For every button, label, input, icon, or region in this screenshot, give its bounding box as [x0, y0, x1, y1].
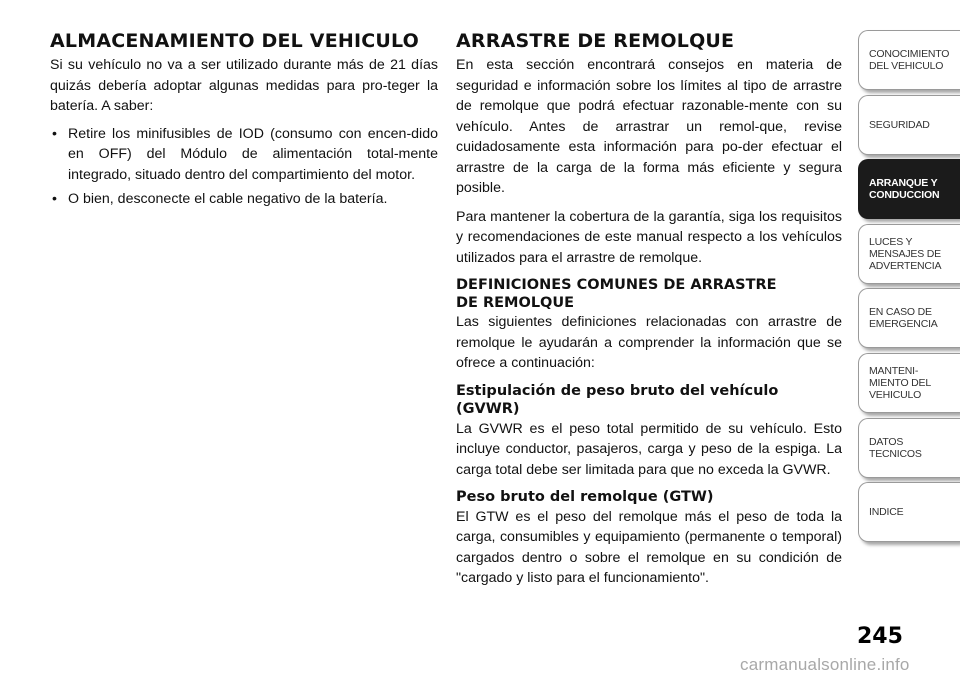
tab-label: MANTENI- MIENTO DEL VEHICULO — [869, 364, 931, 401]
gvwr-text: La GVWR es el peso total permitido de su vehículo. Esto incluye conductor, pasajeros, carga y peso de la espiga. La carga total debe ser limitada para que no exceda la GVWR. — [456, 420, 842, 478]
definitions-heading-line-2: DE REMOLQUE — [456, 295, 575, 311]
towing-paragraph-2: Para mantener la cobertura de la garantía, siga los requisitos y recomendaciones de este manual respecto a los vehículos utilizados para el arrastre de remolque. — [456, 208, 842, 266]
page-number: 245 — [857, 624, 903, 649]
section-heading-storage: ALMACENAMIENTO DEL VEHICULO — [50, 30, 420, 52]
storage-bullet-1: • Retire los minifusibles de IOD (consumo con encen-dido en OFF) del Módulo de alimentación total-mente integrado, situado dentro del compartimiento del motor. — [50, 124, 438, 186]
tab-en-caso-de-emergencia[interactable] — [858, 288, 960, 348]
gtw-heading: Peso bruto del remolque (GTW) — [456, 489, 714, 505]
storage-bullet-list — [50, 124, 438, 210]
tab-label: INDICE — [869, 506, 904, 519]
towing-paragraph-1: En esta sección encontrará consejos en materia de seguridad e información sobre los límites al tipo de arrastre de remolque que podrá efectuar razonable-mente con su vehículo. Antes de arrastrar un remol-que, revise cuidadosamente esta información para po-der efectuar el arrastre de la carga de la forma más eficiente y segura posible. — [456, 57, 842, 196]
tab-conocimiento-del-vehiculo[interactable] — [858, 30, 960, 90]
tab-indice[interactable] — [858, 482, 960, 542]
tab-seguridad[interactable] — [858, 95, 960, 155]
tab-mantenimiento[interactable] — [858, 353, 960, 413]
definitions-intro: Las siguientes definiciones relacionadas con arrastre de remolque le ayudarán a comprender la información que se ofrece a continuación: — [456, 314, 842, 371]
gtw-text: El GTW es el peso del remolque más el peso de toda la carga, consumibles y equipamiento (permanente o temporal) cargados dentro o sobre el remolque en su condición de "cargado y listo para el funcionamiento". — [456, 508, 842, 586]
tab-label: EN CASO DE EMERGENCIA — [869, 306, 938, 331]
tab-arranque-y-conduccion[interactable] — [858, 159, 960, 219]
tab-luces-y-mensajes[interactable] — [858, 224, 960, 284]
gvwr-heading-line-1: Estipulación de peso bruto del vehículo — [456, 382, 779, 399]
storage-intro: Si su vehículo no va a ser utilizado durante más de 21 días quizás debería adoptar algunas medidas para pro-teger la batería. A saber: — [50, 57, 438, 114]
tab-datos-tecnicos[interactable] — [858, 418, 960, 478]
tab-label: CONOCIMIENTO DEL VEHICULO — [869, 48, 950, 72]
tab-label: SEGURIDAD — [869, 118, 930, 131]
definitions-heading-line-1: DEFINICIONES COMUNES DE ARRASTRE — [456, 277, 777, 293]
storage-bullet-2: • O bien, desconecte el cable negativo de la batería. — [50, 189, 438, 210]
right-column — [456, 30, 842, 597]
tab-label: DATOS TECNICOS — [869, 435, 922, 460]
tab-label: ARRANQUE Y CONDUCCION — [869, 177, 940, 202]
gvwr-heading-line-2: (GVWR) — [456, 401, 520, 417]
chapter-tabs — [858, 30, 960, 547]
section-heading-towing: ARRASTRE DE REMOLQUE — [456, 30, 735, 52]
left-column — [50, 30, 438, 214]
tab-label: LUCES Y MENSAJES DE ADVERTENCIA — [869, 235, 942, 272]
watermark: carmanualsonline.info — [740, 655, 910, 674]
